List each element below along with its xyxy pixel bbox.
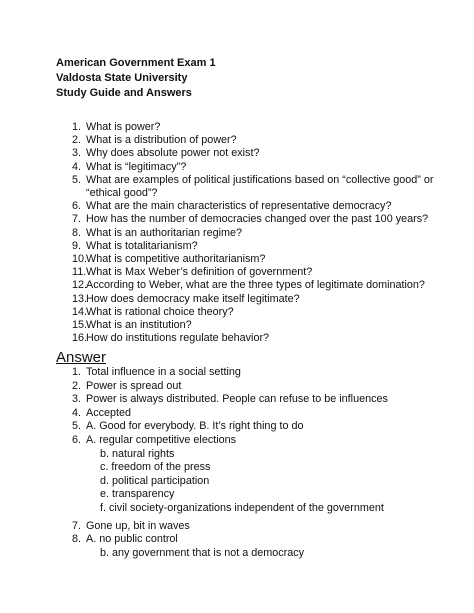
question-item bbox=[72, 147, 433, 160]
answer-item bbox=[72, 547, 388, 561]
answer-item bbox=[72, 420, 388, 434]
document-header bbox=[56, 56, 216, 101]
answer-item-text: Accepted bbox=[86, 406, 132, 419]
answer-item-number: 6. bbox=[72, 433, 82, 446]
question-item-number: 12. bbox=[72, 279, 88, 292]
question-item bbox=[72, 134, 433, 147]
question-item-text: What are examples of political justifications based on “collective good” or bbox=[86, 173, 434, 186]
answer-item-number bbox=[72, 448, 86, 462]
answer-item bbox=[72, 366, 388, 380]
question-item-text: What is rational choice theory? bbox=[86, 305, 234, 318]
answer-item-text: A. no public control bbox=[86, 533, 178, 546]
question-item-number: 1. bbox=[72, 121, 82, 133]
question-item-text: “ethical good”? bbox=[86, 187, 158, 200]
question-item-text: What is an authoritarian regime? bbox=[86, 226, 243, 239]
question-item-number: 5. bbox=[72, 173, 82, 186]
question-list bbox=[72, 121, 433, 345]
answer-item-number bbox=[72, 461, 86, 475]
answer-item-number bbox=[72, 488, 86, 502]
header-title: American Government Exam 1 bbox=[56, 57, 216, 69]
answer-item bbox=[72, 488, 388, 502]
question-item-number: 11. bbox=[72, 266, 87, 279]
question-item-text: What is “legitimacy”? bbox=[86, 160, 187, 173]
question-item bbox=[72, 306, 433, 319]
answer-item-number bbox=[72, 547, 86, 561]
question-item-number: 10. bbox=[72, 253, 88, 266]
answer-item-text: Power is always distributed. People can refuse to be influences bbox=[86, 393, 388, 406]
answer-item bbox=[72, 475, 388, 489]
answer-item-number bbox=[72, 475, 86, 489]
question-item bbox=[72, 293, 433, 306]
question-item-number: 4. bbox=[72, 160, 82, 173]
question-item bbox=[72, 266, 433, 279]
answer-item-text: Power is spread out bbox=[86, 379, 182, 392]
question-item-text: How does democracy make itself legitimate? bbox=[86, 292, 300, 305]
answer-list bbox=[72, 366, 388, 560]
question-item-number: 3. bbox=[72, 147, 82, 160]
answer-item-number: 1. bbox=[72, 366, 82, 378]
answer-item-number: 5. bbox=[72, 420, 82, 433]
question-item bbox=[72, 227, 433, 240]
question-item-text: What is an institution? bbox=[86, 319, 192, 332]
question-item-number: 9. bbox=[72, 239, 82, 252]
question-item bbox=[72, 319, 433, 332]
question-item-number: 15. bbox=[72, 319, 88, 332]
question-item bbox=[72, 174, 433, 187]
question-item-text: What are the main characteristics of representative democracy? bbox=[86, 200, 392, 213]
answer-item-text: Gone up, bit in waves bbox=[86, 519, 190, 532]
question-item-text: How do institutions regulate behavior? bbox=[86, 332, 270, 345]
answer-item-text: A. regular competitive elections bbox=[86, 433, 237, 446]
answer-item bbox=[72, 502, 388, 516]
answer-item-text: A. Good for everybody. B. It’s right thing to do bbox=[86, 420, 304, 433]
answer-item-text: f. civil society-organizations independent of the government bbox=[100, 501, 384, 514]
question-item-text: What is Max Weber’s definition of government? bbox=[86, 266, 313, 279]
question-item-text: What is power? bbox=[86, 121, 161, 133]
question-item-number bbox=[72, 187, 86, 200]
question-item bbox=[72, 213, 433, 226]
question-item-text: What is competitive authoritarianism? bbox=[86, 253, 266, 266]
header-university: Valdosta State University bbox=[56, 72, 188, 84]
answer-item-text: c. freedom of the press bbox=[100, 461, 211, 474]
answer-item-text: e. transparency bbox=[100, 488, 175, 501]
question-item-number: 13. bbox=[72, 292, 88, 305]
question-item bbox=[72, 332, 433, 345]
answer-item-text: b. natural rights bbox=[100, 447, 175, 460]
answer-item bbox=[72, 434, 388, 448]
answer-item bbox=[72, 520, 388, 534]
answer-heading: Answer bbox=[56, 349, 107, 366]
question-item-text: What is totalitarianism? bbox=[86, 239, 198, 252]
answer-item bbox=[72, 393, 388, 407]
answer-item-number: 8. bbox=[72, 533, 82, 546]
answer-item bbox=[72, 448, 388, 462]
question-item-text: According to Weber, what are the three types of legitimate domination? bbox=[86, 279, 425, 292]
question-item-text: What is a distribution of power? bbox=[86, 134, 237, 147]
header-subtitle: Study Guide and Answers bbox=[56, 87, 192, 99]
answer-item-number: 7. bbox=[72, 519, 82, 532]
question-item-number: 2. bbox=[72, 134, 82, 147]
answer-item-text: Total influence in a social setting bbox=[86, 366, 241, 378]
question-item bbox=[72, 121, 433, 134]
answer-item bbox=[72, 461, 388, 475]
question-item-number: 8. bbox=[72, 226, 82, 239]
question-item-number: 16. bbox=[72, 332, 88, 345]
answer-item-number: 4. bbox=[72, 406, 82, 419]
answer-item bbox=[72, 407, 388, 421]
question-item bbox=[72, 161, 433, 174]
question-item-number: 14. bbox=[72, 305, 88, 318]
question-item bbox=[72, 200, 433, 213]
question-item bbox=[72, 240, 433, 253]
question-item bbox=[72, 187, 433, 200]
answer-item bbox=[72, 380, 388, 394]
answer-item-number: 2. bbox=[72, 379, 82, 392]
answer-item-number bbox=[72, 502, 86, 516]
question-item bbox=[72, 253, 433, 266]
question-item-number: 6. bbox=[72, 200, 82, 213]
question-item bbox=[72, 279, 433, 292]
question-item-text: Why does absolute power not exist? bbox=[86, 147, 260, 160]
question-item-text: How has the number of democracies changed over the past 100 years? bbox=[86, 213, 429, 226]
answer-item-text: b. any government that is not a democracy bbox=[100, 546, 305, 559]
answer-item-number: 3. bbox=[72, 393, 82, 406]
answer-item-text: d. political participation bbox=[100, 474, 210, 487]
question-item-number: 7. bbox=[72, 213, 82, 226]
answer-item bbox=[72, 533, 388, 547]
